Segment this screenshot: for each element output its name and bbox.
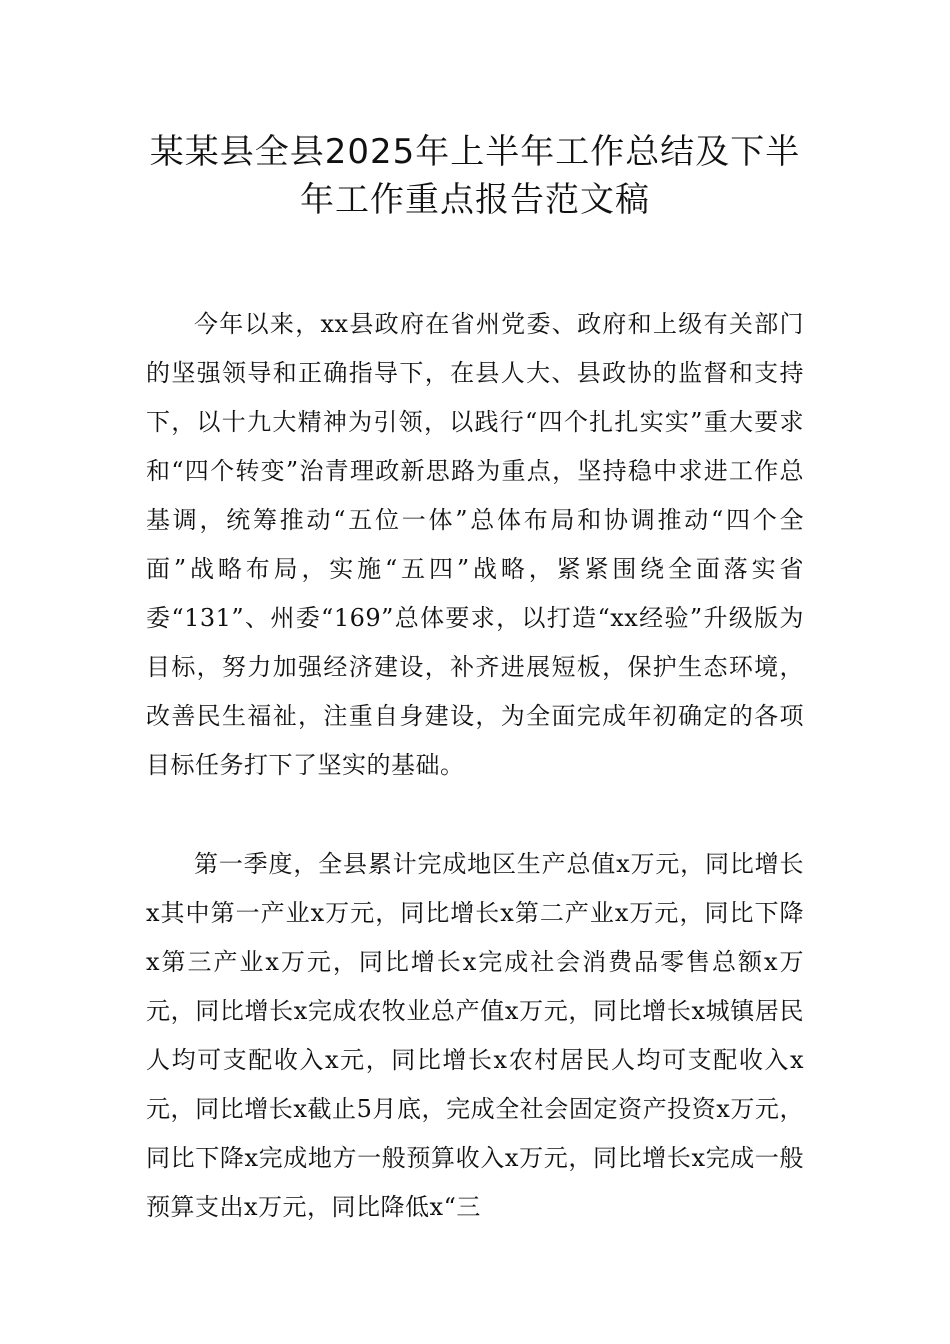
title-line-1: 某某县全县2025年上半年工作总结及下半: [149, 132, 801, 172]
paragraph-first-quarter: 第一季度，全县累计完成地区生产总值x万元，同比增长x其中第一产业x万元，同比增长x第二产业x万元，同比下降x第三产业x万元，同比增长x完成社会消费品零售总额x万元，同比增长x完成农牧业总产值x万元，同比增长x城镇居民人均可支配收入x元，同比增长x农村居民人均可支配收入x元，同比增长x截止5月底，完成全社会固定资产投资x万元，同比下降x完成地方一般预算收入x万元，同比增长x完成一般预算支出x万元，同比降低x“三: [146, 850, 804, 1221]
paragraph-intro: 今年以来，xx县政府在省州党委、政府和上级有关部门的坚强领导和正确指导下，在县人大、县政协的监督和支持下，以十九大精神为引领，以践行“四个扎扎实实”重大要求和“四个转变”治青理政新思路为重点，坚持稳中求进工作总基调，统筹推动“五位一体”总体布局和协调推动“四个全面”战略布局，实施“五四”战略，紧紧围绕全面落实省委“131”、州委“169”总体要求，以打造“xx经验”升级版为目标，努力加强经济建设，补齐进展短板，保护生态环境，改善民生福祉，注重自身建设，为全面完成年初确定的各项目标任务打下了坚实的基础。: [146, 310, 804, 779]
document-body: [146, 300, 804, 1232]
title-line-2: 年工作重点报告范文稿: [300, 180, 650, 220]
document-title: [146, 128, 804, 224]
